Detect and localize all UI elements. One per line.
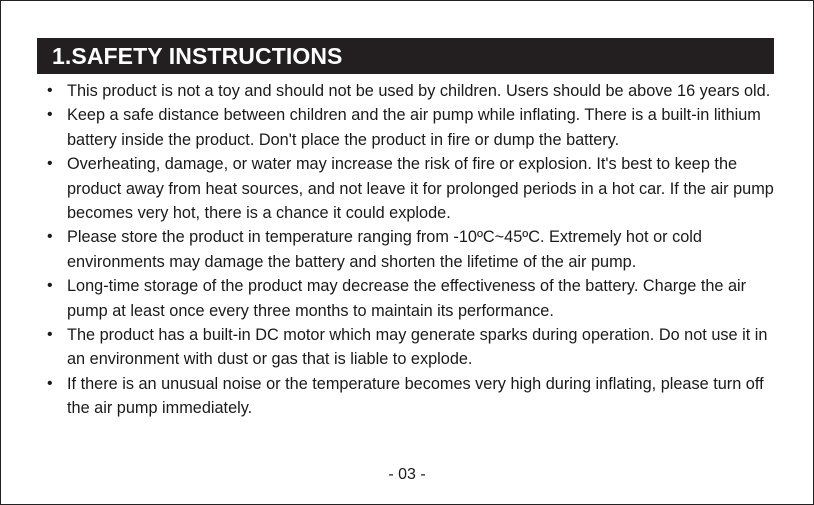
bullet-icon: • [47, 228, 53, 246]
bullet-icon: • [47, 374, 53, 392]
instruction-text: The product has a built-in DC motor which may generate sparks during operation. Do not use it in an environment with dust or gas that is liable to explode. [67, 326, 768, 369]
bullet-icon: • [47, 277, 53, 295]
instruction-item [40, 274, 776, 323]
safety-instruction-list [40, 79, 776, 421]
instruction-text: If there is an unusual noise or the temperature becomes very high during inflating, please turn off the air pump immediately. [67, 374, 764, 418]
instruction-text: Please store the product in temperature ranging from -10ºC~45ºC. Extremely hot or cold environments may damage the battery and shorten the lifetime of the air pump. [67, 228, 702, 271]
bullet-icon: • [47, 106, 53, 124]
bullet-icon: • [47, 155, 53, 173]
section-title: 1.SAFETY INSTRUCTIONS [52, 43, 343, 69]
instruction-text: This product is not a toy and should not be used by children. Users should be above 16 years old. [67, 82, 771, 100]
instruction-text: Overheating, damage, or water may increase the risk of fire or explosion. It's best to keep the product away from heat sources, and not leave it for prolonged periods in a hot car. If the air pump becomes very hot, there is a chance it could explode. [67, 155, 774, 223]
instruction-item [40, 79, 776, 103]
instruction-item [40, 323, 776, 372]
instruction-item [40, 225, 776, 274]
page-number: - 03 - [388, 466, 426, 483]
bullet-icon: • [47, 326, 53, 344]
instruction-item [40, 372, 776, 421]
instruction-text: Long-time storage of the product may decrease the effectiveness of the battery. Charge the air pump at least once every three months to maintain its performance. [67, 277, 747, 320]
section-header-bar [37, 38, 774, 74]
bullet-icon: • [47, 82, 53, 99]
instruction-item [40, 152, 776, 225]
instruction-text: Keep a safe distance between children and the air pump while inflating. There is a built-in lithium battery inside the product. Don't place the product in fire or dump the battery. [67, 106, 761, 149]
instruction-item [40, 103, 776, 152]
